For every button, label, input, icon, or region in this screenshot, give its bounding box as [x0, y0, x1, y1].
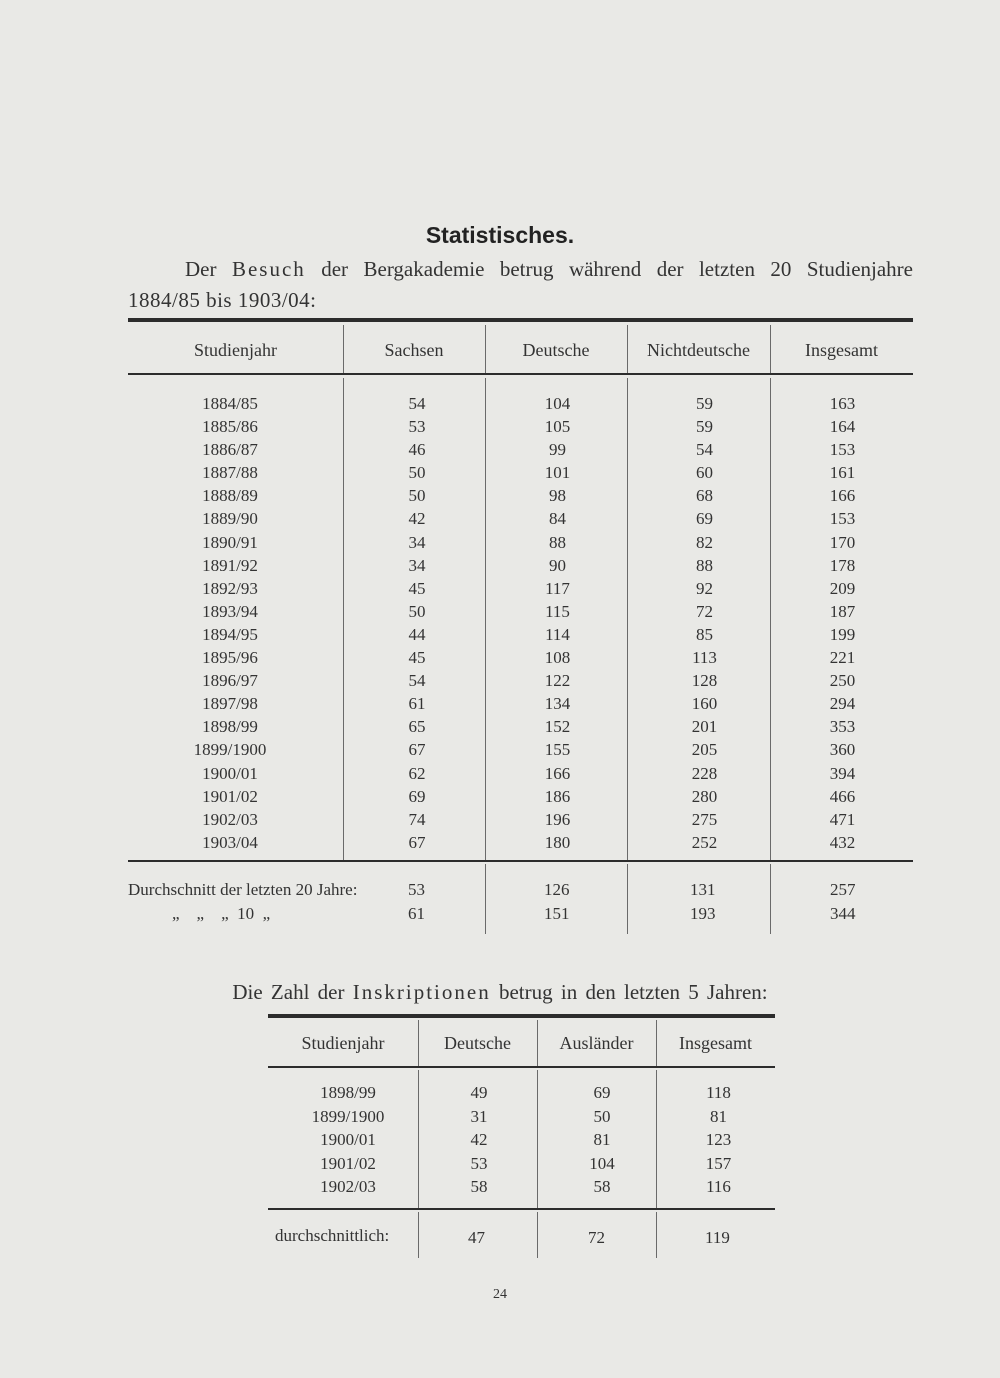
table1-cell-deutsche: 105: [544, 417, 571, 437]
inscriptions-spaced-word: Inskriptionen: [352, 980, 491, 1004]
table1-cell-nichtdeutsche: 160: [691, 694, 718, 714]
table1-header-nichtdeutsche: Nichtdeutsche: [647, 340, 750, 360]
table1-cell-nichtdeutsche: 59: [696, 417, 713, 437]
table2-cell-insgesamt: 116: [706, 1177, 731, 1196]
table1-cell-insgesamt: 360: [829, 740, 856, 760]
table1-cell-nichtdeutsche: 85: [696, 624, 713, 644]
table1-cell-deutsche: 152: [544, 717, 571, 737]
table1-cell-sachsen: 65: [408, 717, 426, 737]
table1-cell-sachsen: 50: [408, 601, 426, 621]
table2-header-auslaender: Ausländer: [559, 1033, 634, 1053]
table1-divider: [770, 864, 771, 934]
table2-divider: [537, 1212, 538, 1258]
table1-cell-nichtdeutsche: 88: [696, 555, 713, 575]
table1-cell-insgesamt: 166: [829, 486, 856, 506]
table1-col-years: [150, 392, 310, 854]
table2-col-years: [278, 1081, 418, 1199]
table2-cell-year: 1901/02: [320, 1153, 376, 1173]
table1-cell-year: 1902/03: [202, 809, 258, 829]
table2-cell-deutsche: 49: [470, 1083, 488, 1102]
table2-cell-year: 1899/1900: [311, 1106, 385, 1126]
table1-cell-year: 1884/85: [202, 394, 258, 413]
table1-cell-deutsche: 98: [549, 486, 566, 506]
table1-cell-deutsche: 90: [549, 555, 566, 575]
table1-cell-sachsen: 67: [408, 832, 426, 852]
table1-cell-insgesamt: 199: [829, 624, 856, 644]
table1-cell-sachsen: 67: [408, 740, 426, 760]
table1-divider: [627, 864, 628, 934]
table1-cell-insgesamt: 163: [829, 394, 856, 413]
table1-top-rule: [128, 318, 913, 322]
table1-cell-insgesamt: 178: [829, 555, 856, 575]
table1-cell-insgesamt: 153: [829, 509, 856, 529]
table1-cell-year: 1886/87: [202, 440, 258, 460]
table1-cell-insgesamt: 250: [829, 671, 856, 691]
table1-cell-nichtdeutsche: 92: [696, 578, 713, 598]
table1-avg10-label: „ „ „ 10 „: [172, 904, 271, 923]
table1-cell-sachsen: 46: [408, 440, 426, 460]
table2-header-insgesamt: Insgesamt: [679, 1033, 752, 1053]
table1-cell-nichtdeutsche: 205: [691, 740, 718, 760]
table1-cell-deutsche: 166: [544, 763, 571, 783]
table1-avg20-insgesamt: 257: [830, 880, 856, 899]
table1-cell-year: 1894/95: [202, 624, 258, 644]
table2-avg-insgesamt: 119: [705, 1228, 730, 1247]
table1-cell-year: 1895/96: [202, 648, 258, 668]
table1-avg20-label: Durchschnitt der letzten 20 Jahre:: [128, 880, 358, 899]
table2-divider: [418, 1212, 419, 1258]
table1-header-sachsen: Sachsen: [384, 340, 444, 360]
table1-header-deutsche: Deutsche: [522, 340, 590, 360]
table1-cell-deutsche: 99: [549, 440, 566, 460]
table1-cell-sachsen: 34: [408, 532, 426, 552]
page-title: Statistisches.: [425, 222, 575, 248]
table1-cell-year: 1897/98: [202, 694, 258, 714]
table1-cell-year: 1887/88: [202, 463, 258, 483]
table2-col-auslaender: [537, 1081, 667, 1199]
table1-header-rule: [128, 373, 913, 375]
table2-cell-year: 1902/03: [320, 1177, 376, 1196]
table1-cell-year: 1893/94: [202, 601, 258, 621]
inscriptions-intro: [0, 980, 1000, 1005]
table1-col-insgesamt: [770, 392, 915, 854]
table1-cell-year: 1885/86: [202, 417, 258, 437]
table1-cell-nichtdeutsche: 82: [696, 532, 713, 552]
table1-cell-insgesamt: 164: [829, 417, 856, 437]
table2-avg-deutsche: 47: [468, 1228, 485, 1247]
table2-cell-year: 1900/01: [320, 1130, 376, 1149]
table1-cell-insgesamt: 209: [829, 578, 856, 598]
table2-header-deutsche: Deutsche: [444, 1033, 511, 1053]
table1-cell-year: 1898/99: [202, 717, 258, 737]
table2-cell-auslaender: 50: [593, 1106, 611, 1126]
table1-header-insgesamt: Insgesamt: [805, 340, 878, 360]
table2-divider: [656, 1212, 657, 1258]
table1-cell-sachsen: 50: [408, 486, 426, 506]
table2-col-insgesamt: [656, 1081, 781, 1199]
table1-col-nichtdeutsche: [627, 392, 782, 854]
table1-cell-sachsen: 34: [408, 555, 426, 575]
table1-cell-sachsen: 54: [408, 671, 426, 691]
table1-cell-nichtdeutsche: 69: [696, 509, 713, 529]
table1-cell-nichtdeutsche: 128: [691, 671, 718, 691]
table1-cell-nichtdeutsche: 113: [692, 648, 717, 668]
table1-header-studienjahr: Studienjahr: [194, 340, 277, 360]
table2-body-rule: [268, 1208, 775, 1210]
table1-avg10-sachsen: 61: [408, 904, 425, 923]
table1-cell-sachsen: 74: [408, 809, 426, 829]
table1-cell-sachsen: 54: [408, 394, 426, 413]
table1-cell-nichtdeutsche: 59: [696, 394, 713, 413]
table1-cell-deutsche: 134: [544, 694, 571, 714]
table1-cell-deutsche: 101: [544, 463, 571, 483]
table2-cell-deutsche: 58: [470, 1177, 488, 1196]
table2-cell-insgesamt: 157: [705, 1153, 732, 1173]
table1-cell-nichtdeutsche: 54: [696, 440, 713, 460]
table1-avg20-nichtdeutsche: 131: [690, 880, 716, 899]
table1-cell-sachsen: 45: [408, 648, 426, 668]
table1-cell-year: 1899/1900: [193, 740, 267, 760]
table1-cell-nichtdeutsche: 228: [691, 763, 718, 783]
table2-cell-insgesamt: 123: [705, 1130, 732, 1149]
table1-cell-nichtdeutsche: 60: [696, 463, 713, 483]
table1-cell-year: 1891/92: [202, 555, 258, 575]
table1-cell-deutsche: 180: [544, 832, 571, 852]
inscriptions-post: betrug in den letzten 5 Jahren:: [490, 980, 768, 1004]
table1-cell-sachsen: 62: [408, 763, 426, 783]
intro-paragraph-line2: 1884/85 bis 1903/04:: [128, 288, 317, 312]
table1-divider: [485, 864, 486, 934]
table1-cell-deutsche: 196: [544, 809, 571, 829]
table1-cell-sachsen: 44: [408, 624, 426, 644]
table2-cell-insgesamt: 118: [706, 1083, 731, 1102]
page-number: 24: [493, 1287, 507, 1302]
table2-cell-auslaender: 69: [593, 1083, 611, 1102]
table1-cell-insgesamt: 471: [829, 809, 856, 829]
table1-cell-year: 1896/97: [202, 671, 258, 691]
table1-cell-nichtdeutsche: 201: [691, 717, 718, 737]
table1-cell-insgesamt: 466: [829, 786, 856, 806]
table1-cell-sachsen: 50: [408, 463, 426, 483]
table1-cell-insgesamt: 294: [829, 694, 856, 714]
table1-cell-year: 1890/91: [202, 532, 258, 552]
table1-cell-deutsche: 155: [544, 740, 571, 760]
table2-header-studienjahr: Studienjahr: [301, 1033, 385, 1053]
table1-cell-year: 1900/01: [202, 763, 258, 783]
table1-cell-insgesamt: 221: [829, 648, 856, 668]
table1-cell-deutsche: 114: [545, 624, 570, 644]
table1-avg10-deutsche: 151: [544, 904, 570, 923]
table1-cell-insgesamt: 170: [829, 532, 856, 552]
table1-avg10-insgesamt: 344: [830, 904, 856, 923]
table2-cell-insgesamt: 81: [710, 1106, 727, 1126]
table2-cell-deutsche: 31: [470, 1106, 488, 1126]
table1-cell-nichtdeutsche: 280: [691, 786, 718, 806]
table1-cell-sachsen: 45: [408, 578, 426, 598]
table2-avg-auslaender: 72: [588, 1228, 605, 1247]
inscriptions-pre: Die Zahl der: [232, 980, 353, 1004]
table1-body-rule: [128, 860, 913, 862]
table1-cell-insgesamt: 394: [829, 763, 856, 783]
table2-cell-auslaender: 81: [593, 1130, 611, 1149]
table2-top-rule: [268, 1014, 775, 1018]
intro-pre: Der: [185, 257, 232, 281]
table1-cell-nichtdeutsche: 72: [696, 601, 713, 621]
table1-cell-insgesamt: 432: [829, 832, 856, 852]
table1-cell-deutsche: 122: [544, 671, 571, 691]
table2-cell-deutsche: 42: [470, 1130, 488, 1149]
table1-cell-nichtdeutsche: 275: [691, 809, 718, 829]
table1-cell-deutsche: 117: [545, 578, 570, 598]
table1-cell-sachsen: 69: [408, 786, 426, 806]
table2-cell-year: 1898/99: [320, 1083, 376, 1102]
table1-cell-year: 1889/90: [202, 509, 258, 529]
table1-col-sachsen: [343, 392, 491, 854]
table1-cell-insgesamt: 153: [829, 440, 856, 460]
table1-cell-year: 1888/89: [202, 486, 258, 506]
table1-avg10-nichtdeutsche: 193: [690, 904, 716, 923]
table1-avg20-deutsche: 126: [544, 880, 570, 899]
table1-cell-sachsen: 53: [408, 417, 426, 437]
table1-avg20-sachsen: 53: [408, 880, 425, 899]
table1-cell-deutsche: 115: [545, 601, 570, 621]
table1-cell-deutsche: 84: [549, 509, 566, 529]
table1-cell-year: 1892/93: [202, 578, 258, 598]
table1-cell-deutsche: 186: [544, 786, 571, 806]
table1-cell-year: 1903/04: [202, 832, 258, 852]
table1-cell-insgesamt: 161: [829, 463, 856, 483]
table1-cell-deutsche: 108: [544, 648, 571, 668]
table1-cell-insgesamt: 187: [829, 601, 856, 621]
table1-cell-deutsche: 88: [549, 532, 566, 552]
table2-cell-deutsche: 53: [470, 1153, 488, 1173]
table1-cell-sachsen: 42: [408, 509, 426, 529]
table1-cell-year: 1901/02: [202, 786, 258, 806]
intro-paragraph-line1: [128, 257, 913, 282]
table2-cell-auslaender: 104: [589, 1153, 615, 1173]
table1-col-deutsche: [485, 392, 630, 854]
table2-cell-auslaender: 58: [593, 1177, 611, 1196]
table2-avg-label: durchschnittlich:: [275, 1226, 390, 1245]
table1-cell-deutsche: 104: [544, 394, 571, 413]
intro-post: der Bergakademie betrug während der letzten 20 Studienjahre: [305, 257, 913, 281]
table2-col-deutsche: [418, 1081, 540, 1199]
table1-cell-nichtdeutsche: 252: [691, 832, 718, 852]
table1-cell-nichtdeutsche: 68: [696, 486, 713, 506]
table1-cell-sachsen: 61: [408, 694, 426, 714]
table2-header-rule: [268, 1066, 775, 1068]
table1-cell-insgesamt: 353: [829, 717, 856, 737]
intro-spaced-word: Besuch: [231, 257, 306, 281]
